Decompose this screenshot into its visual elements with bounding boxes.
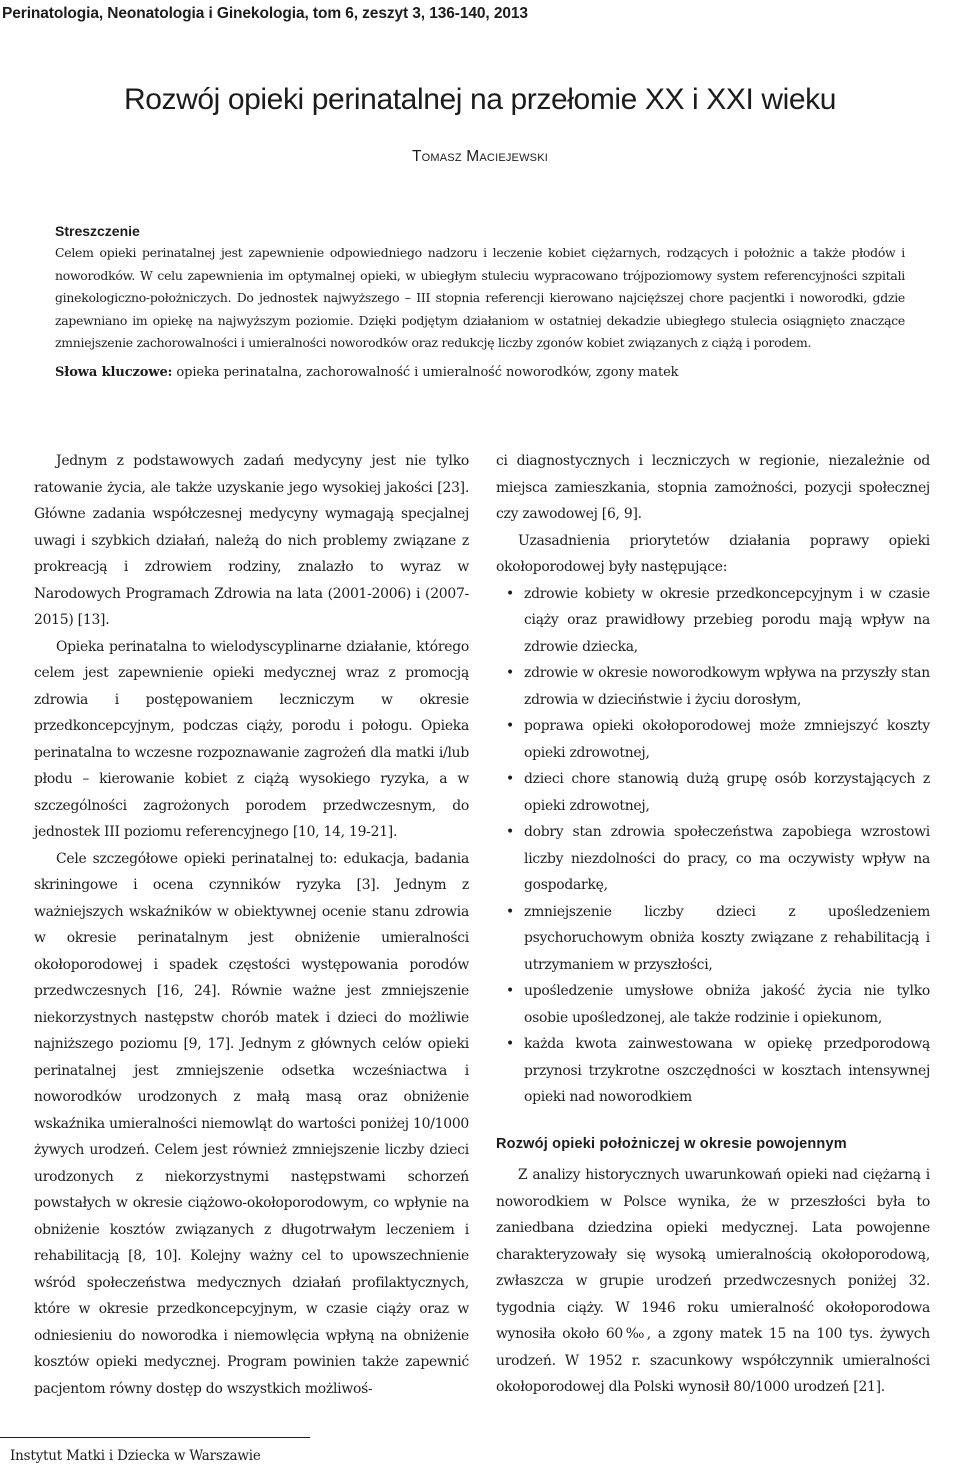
list-item: • każda kwota zainwestowana w opiekę przedporodową przynosi trzykrotne oszczędności w kosztach intensywnej opieki nad noworodkiem — [496, 1031, 930, 1111]
author-affiliation: Instytut Matki i Dziecka w Warszawie — [10, 1448, 261, 1464]
list-item: • upośledzenie umysłowe obniża jakość życia nie tylko osobie upośledzonej, ale także rodzinie i opiekunom, — [496, 978, 930, 1031]
list-item: • dzieci chore stanowią dużą grupę osób korzystających z opieki zdrowotnej, — [496, 766, 930, 819]
list-item: • zdrowie w okresie noworodkowym wpływa na przyszły stan zdrowia w dzieciństwie i życiu dorosłym, — [496, 660, 930, 713]
body-paragraph: Opieka perinatalna to wielodyscyplinarne działanie, którego celem jest zapewnienie opieki medycznej wraz z promocją zdrowia i postępowaniem leczniczym w okresie przedkoncepcyjnym, podczas ciąży, porodu i połogu. Opieka perinatalna to wczesne rozpoznawanie zagrożeń dla matki i/lub płodu – kierowanie kobiet z ciążą wysokiego ryzyka, a w szczególności zagrożonych porodem przedwczesnym, do jednostek III poziomu referencyjnego [10, 14, 19-21]. — [34, 638, 469, 840]
left-column — [34, 448, 469, 1402]
keywords-label: Słowa kluczowe: — [55, 364, 173, 380]
body-paragraph: Uzasadnienia priorytetów działania poprawy opieki okołoporodowej były następujące: — [496, 532, 930, 575]
article-author: Tomasz Maciejewski — [411, 148, 549, 165]
footnote-divider — [0, 1437, 310, 1438]
body-paragraph: Cele szczegółowe opieki perinatalnej to: edukacja, badania skriningowe i ocena czynników ryzyka [3]. Jednym z ważniejszych wskaźników w obiektywnej ocenie stanu zdrowia w okresie perinatalnym jest obniżenie umieralności okołoporodowej i spadek częstości występowania porodów przedwczesnych [16, 24]. Równie ważne jest zmniejszenie niekorzystnych następstw chorób matek i dzieci do możliwie najniższego poziomu [9, 17]. Jednym z głównych celów opieki perinatalnej jest zmniejszenie odsetka wcześniactwa i noworodków urodzonych z małą masą oraz obniżenie wskaźnika umieralności niemowląt do wartości poniżej 10/1000 żywych urodzeń. Celem jest również zmniejszenie liczby dzieci urodzonych z niekorzystnymi następstwami schorzeń powstałych w okresie ciążowo-okołoporodowym, co wpłynie na obniżenie kosztów związanych z długotrwałym leczeniem i rehabilitacją [8, 10]. Kolejny ważny cel to upowszechnienie wśród społeczeństwa medycznych działań profilaktycznych, które w okresie przedkoncepcyjnym, w czasie ciąży oraz w odniesieniu do noworodka i niemowlęcia wpłyną na obniżenie kosztów opieki medycznej. Program powinien także zapewnić pacjentom równy dostęp do wszystkich możliwoś- — [34, 850, 469, 1397]
abstract-text: Celem opieki perinatalnej jest zapewnienie odpowiedniego nadzoru i leczenie kobiet ciężarnych, rodzących i położnic a także płodów i noworodków. W celu zapewnienia im optymalnej opieki, w ubiegłym stuleciu wypracowano trójpoziomowy system referencyjności szpitali ginekologiczno-położniczych. Do jednostek najwyższego – III stopnia referencji kierowano najcięższej chore pacjentki i noworodki, gdzie zapewniano im opiekę na najwyższym poziomie. Dzięki podjętym działaniom w ostatniej dekadzie ubiegłego stulecia osiągnięto znaczące zmniejszenie zachorowalności i umieralności noworodków oraz redukcję liczby zgonów kobiet związanych z ciążą i porodem. — [55, 245, 905, 350]
list-item: • poprawa opieki okołoporodowej może zmniejszyć koszty opieki zdrowotnej, — [496, 713, 930, 766]
abstract — [55, 220, 905, 384]
priority-list — [496, 581, 930, 1111]
journal-header: Perinatologia, Neonatologia i Ginekologia, tom 6, zeszyt 3, 136-140, 2013 — [2, 5, 528, 22]
body-paragraph: Jednym z podstawowych zadań medycyny jest nie tylko ratowanie życia, ale także uzyskanie jego wysokiej jakości [23]. Główne zadania współczesnej medycyny wymagają specjalnej uwagi i szybkich działań, należą do nich problemy związane z prokreacją i zdrowiem rodziny, znalazło to wyraz w Narodowych Programach Zdrowia na lata (2001-2006) i (2007-2015) [13]. — [34, 453, 469, 628]
right-column — [496, 448, 930, 1401]
body-paragraph: Z analizy historycznych uwarunkowań opieki nad ciężarną i noworodkiem w Polsce wynika, że w przeszłości była to zaniedbana dziedzina opieki medycznej. Lata powojenne charakteryzowały się wysoką umieralnością okołoporodową, zwłaszcza w grupie urodzeń przedwczesnych poniżej 32. tygodnia ciąży. W 1946 roku umieralność okołoporodowa wynosiła około 60‰, a zgony matek 15 na 100 tys. żywych urodzeń. W 1952 r. szacunkowy współczynnik umieralności okołoporodowej dla Polski wynosił 80/1000 urodzeń [21]. — [496, 1167, 930, 1395]
list-item: • zdrowie kobiety w okresie przedkoncepcyjnym i w czasie ciąży oraz prawidłowy przebieg porodu mają wpływ na zdrowie dziecka, — [496, 581, 930, 661]
list-item: • zmniejszenie liczby dzieci z upośledzeniem psychoruchowym obniża koszty związane z rehabilitacją i utrzymaniem w przyszłości, — [496, 899, 930, 979]
list-item: • dobry stan zdrowia społeczeństwa zapobiega wzrostowi liczby niezdolności do pracy, co ma oczywisty wpływ na gospodarkę, — [496, 819, 930, 899]
article-title: Rozwój opieki perinatalnej na przełomie XX i XXI wieku — [123, 83, 837, 116]
keywords — [55, 362, 905, 385]
keywords-list: opieka perinatalna, zachorowalność i umieralność noworodków, zgony matek — [176, 364, 679, 380]
section-heading: Rozwój opieki położniczej w okresie powojennym — [496, 1135, 847, 1152]
body-paragraph-continuation: ci diagnostycznych i leczniczych w regionie, niezależnie od miejsca zamieszkania, stopnia zamożności, pozycji społecznej czy zawodowej [6, 9]. — [496, 453, 930, 522]
abstract-heading: Streszczenie — [55, 223, 140, 239]
